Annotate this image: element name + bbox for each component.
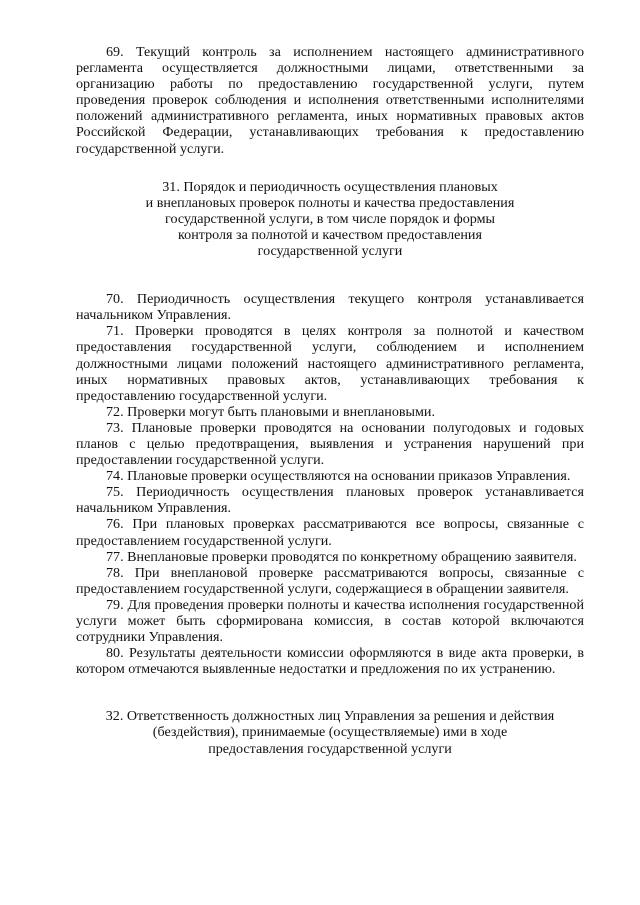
section-31-heading-line: государственной услуги [257,243,403,260]
section-31-heading-line: государственной услуги, в том числе порядок и формы [165,210,495,227]
paragraph-70: 70. Периодичность осуществления текущего контроля устанавливается начальником Управления. [76,291,584,324]
paragraph-78: 78. При внеплановой проверке рассматриваются вопросы, связанные с предоставлением государственной услуги, содержащиеся в обращении заявителя. [76,564,584,597]
paragraph-79: 79. Для проведения проверки полноты и качества исполнения государственной услуги может быть сформирована комиссия, в состав которой включаются сотрудники Управления. [76,596,584,646]
section-32-heading-line: предоставления государственной услуги [208,740,452,757]
paragraph-72: 72. Проверки могут быть плановыми и внеплановыми. [106,403,436,420]
section-32-heading-line: 32. Ответственность должностных лиц Управления за решения и действия [105,708,555,725]
section-31-heading-line: и внеплановых проверок полноты и качества предоставления [145,194,515,211]
section-32-heading-line: (бездействия), принимаемые (осуществляемые) ими в ходе [152,724,508,741]
paragraph-75: 75. Периодичность осуществления плановых проверок устанавливается начальником Управления. [76,484,584,517]
paragraph-74: 74. Плановые проверки осуществляются на основании приказов Управления. [106,468,571,485]
section-31-heading-line: 31. Порядок и периодичность осуществления плановых [162,178,498,195]
paragraph-80: 80. Результаты деятельности комиссии оформляются в виде акта проверки, в котором отмечаются выявленные недостатки и предложения по их устранению. [76,645,584,678]
paragraph-76: 76. При плановых проверках рассматриваются все вопросы, связанные с предоставлением государственной услуги. [76,516,584,549]
paragraph-71: 71. Проверки проводятся в целях контроля за полнотой и качеством предоставления государственной услуги, соблюдением и исполнением должностными лицами положений настоящего административного регламента, иных нормативных правовых актов, устанавливающих требования к предоставлению государственной услуги. [76,323,584,404]
section-31-heading-line: контроля за полнотой и качеством предоставления [178,226,482,243]
section-31-heading [76,179,584,259]
paragraph-69: 69. Текущий контроль за исполнением настоящего административного регламента осуществляется должностными лицами, ответственными за организацию работы по предоставлению государственной услуги, путем проведения проверок соблюдения и исполнения ответственными исполнителями положений административного регламента, иных нормативных правовых актов Российской Федерации, устанавливающих требования к предоставлению государственной услуги. [76,44,584,157]
section-32-heading [76,708,584,756]
paragraph-73: 73. Плановые проверки проводятся на основании полугодовых и годовых планов с целью предотвращения, выявления и устранения нарушений при предоставлении государственной услуги. [76,419,584,469]
paragraph-77: 77. Внеплановые проверки проводятся по конкретному обращению заявителя. [106,548,577,565]
